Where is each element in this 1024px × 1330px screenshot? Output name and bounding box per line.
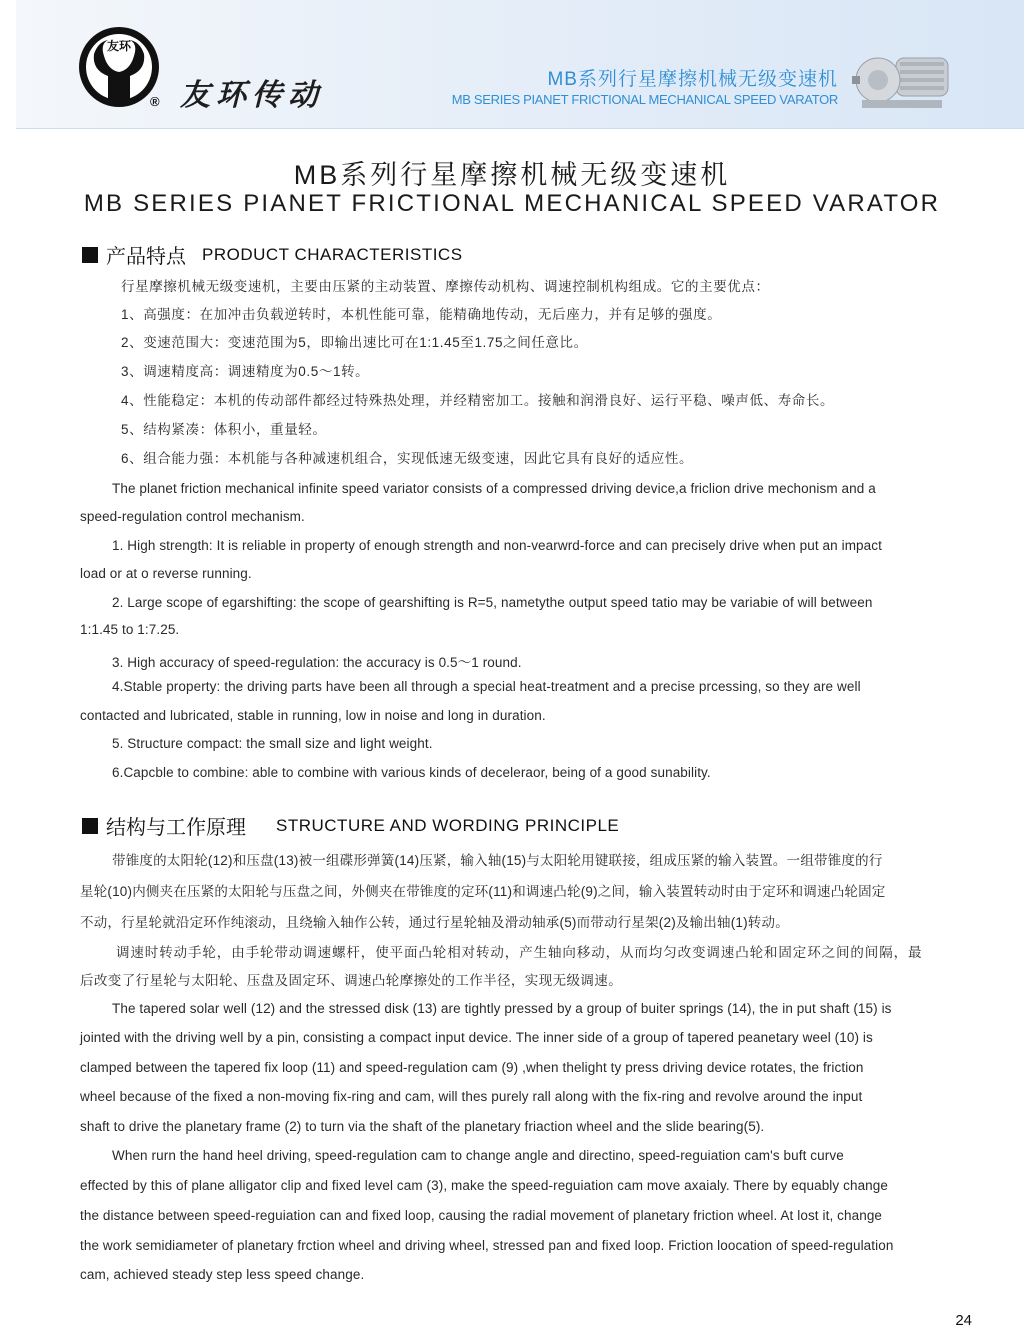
text-line: When rurn the hand heel driving, speed-regulation cam to change angle and directino, speed-reguiation cam's buft curve [112, 1148, 844, 1163]
square-bullet-icon [82, 818, 98, 834]
logo-text: 友环 [106, 39, 132, 53]
text-line: 3. High accuracy of speed-regulation: the accuracy is 0.5～1 round. [112, 655, 522, 670]
text-line: effected by this of plane alligator clip and fixed level cam (3), make the speed-reguiation cam move axaialy. There by equably change [80, 1178, 888, 1193]
text-line: wheel because of the fixed a non-moving fix-ring and cam, will thes purely rall along with the fix-ring and revolve around the input [80, 1089, 863, 1104]
text-line: 4、性能稳定：本机的传动部件都经过特殊热处理，并经精密加工。接触和润滑良好、运行平稳、噪声低、寿命长。 [121, 393, 835, 408]
header-title-cn: MB系列行星摩擦机械无级变速机 [547, 69, 838, 90]
text-line: 6、组合能力强：本机能与各种减速机组合，实现低速无级变速，因此它具有良好的适应性。 [121, 451, 694, 466]
page-title-cn: MB系列行星摩擦机械无级变速机 [293, 160, 731, 190]
text-line: cam, achieved steady step less speed change. [80, 1267, 365, 1282]
page-header [16, 0, 1024, 129]
text-line: 带锥度的太阳轮(12)和压盘(13)被一组碟形弹簧(14)压紧，输入轴(15)与太阳轮用键联接，组成压紧的输入装置。一组带锥度的行 [112, 853, 883, 868]
section-title-cn: 产品特点 [106, 246, 186, 268]
page-title-en: MB SERIES PIANET FRICTIONAL MECHANICAL SPEED VARATOR [83, 190, 941, 217]
text-line: 调速时转动手轮，由手轮带动调速螺杆，使平面凸轮相对转动，产生轴向移动，从而均匀改变调速凸轮和固定环之间的间隔，最 [116, 945, 923, 960]
text-line: the distance between speed-reguiation can and fixed loop, causing the radial movement of planetary friction wheel. At lost it, change [80, 1208, 883, 1223]
text-line: 行星摩擦机械无级变速机，主要由压紧的主动装置、摩擦传动机构、调速控制机构组成。它的主要优点： [121, 279, 770, 294]
text-line: 4.Stable property: the driving parts have been all through a special heat-treatment and a precise prcessing, so they are well [112, 679, 861, 694]
header-title-en: MB SERIES PIANET FRICTIONAL MECHANICAL SPEED VARATOR [451, 92, 838, 107]
text-line: speed-regulation control mechanism. [80, 509, 305, 524]
brand-name: 友环传动 [180, 78, 324, 113]
text-line: 2、变速范围大：变速范围为5，即输出速比可在1:1.45至1.75之间任意比。 [121, 335, 588, 350]
text-line: 6.Capcble to combine: able to combine with various kinds of deceleraor, being of a good sunability. [112, 765, 711, 780]
section-heading-structure [82, 811, 619, 840]
section-heading-characteristics [82, 240, 463, 269]
text-line: 5、结构紧凑：体积小，重量轻。 [121, 422, 327, 437]
text-line: 1、高强度：在加冲击负载逆转时，本机性能可靠，能精确地传动，无后座力，并有足够的强度。 [121, 307, 722, 322]
page-number: 24 [955, 1312, 972, 1329]
text-line: jointed with the driving well by a pin, consisting a compact input device. The inner side of a group of tapered peanetary weel (10) is [80, 1030, 873, 1045]
variator-motor-image [848, 44, 958, 116]
text-line: 不动，行星轮就沿定环作纯滚动，且绕输入轴作公转，通过行星轮轴及滑动轴承(5)而带动行星架(2)及输出轴(1)转动。 [80, 915, 789, 930]
section-title-en: STRUCTURE AND WORDING PRINCIPLE [276, 815, 620, 835]
section-title-cn: 结构与工作原理 [106, 817, 246, 839]
text-line: 后改变了行星轮与太阳轮、压盘及固定环、调速凸轮摩擦处的工作半径，实现无级调速。 [80, 973, 623, 988]
text-line: The planet friction mechanical infinite speed variator consists of a compressed driving device,a friclion drive mechonism and a [112, 481, 876, 496]
text-line: load or at o reverse running. [80, 566, 252, 581]
text-line: the work semidiameter of planetary frction wheel and driving wheel, stressed pan and fixed loop. Friction loocation of speed-regulation [80, 1238, 894, 1253]
text-line: 1. High strength: It is reliable in property of enough strength and non-vearwrd-force and can precisely drive when put an impact [112, 538, 882, 553]
text-line: shaft to drive the planetary frame (2) to turn via the shaft of the planetary friaction wheel and the slide bearing(5). [80, 1119, 765, 1134]
text-line: 5. Structure compact: the small size and light weight. [112, 736, 433, 751]
text-line: The tapered solar well (12) and the stressed disk (13) are tightly pressed by a group of buiter springs (14), the in put shaft (15) is [112, 1001, 892, 1016]
square-bullet-icon [82, 247, 98, 263]
text-line: clamped between the tapered fix loop (11) and speed-regulation cam (9) ,when thelight ty press driving device rotates, the friction [80, 1060, 864, 1075]
text-line: 1:1.45 to 1:7.25. [80, 622, 180, 637]
company-logo-icon [78, 26, 160, 108]
registered-mark: ® [150, 94, 160, 109]
text-line: 3、调速精度高：调速精度为0.5～1转。 [121, 364, 370, 379]
section-title-en: PRODUCT CHARACTERISTICS [202, 244, 463, 264]
text-line: contacted and lubricated, stable in running, low in noise and long in duration. [80, 708, 546, 723]
text-line: 星轮(10)内侧夹在压紧的太阳轮与压盘之间，外侧夹在带锥度的定环(11)和调速凸轮(9)之间，输入装置转动时由于定环和调速凸轮固定 [80, 884, 886, 899]
text-line: 2. Large scope of egarshifting: the scope of gearshifting is R=5, nametythe output speed tatio may be variabie of will between [112, 595, 873, 610]
